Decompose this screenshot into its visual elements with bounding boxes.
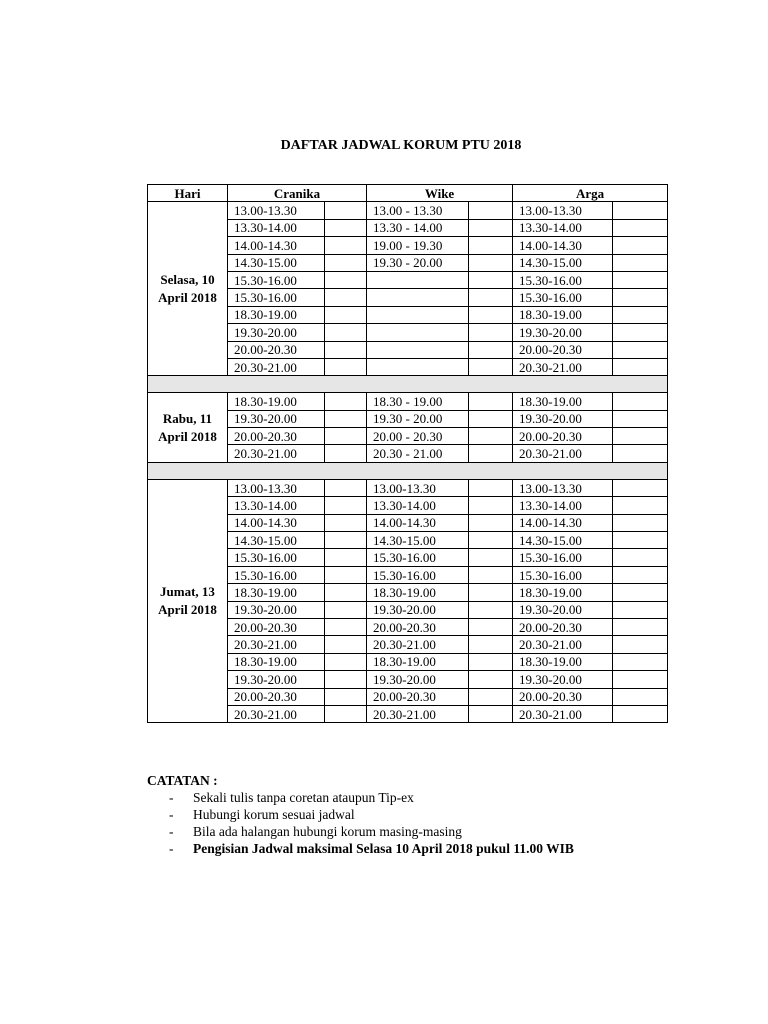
- time-arga: 20.00-20.30: [513, 428, 613, 445]
- time-cranika: 13.30-14.00: [228, 219, 325, 236]
- fill-in-wike[interactable]: [469, 254, 513, 271]
- time-arga: 13.30-14.00: [513, 219, 613, 236]
- time-wike: 19.30-20.00: [367, 601, 469, 618]
- time-arga: 20.00-20.30: [513, 341, 613, 358]
- fill-in-arga[interactable]: [613, 705, 668, 722]
- fill-in-wike[interactable]: [469, 202, 513, 219]
- fill-in-arga[interactable]: [613, 289, 668, 306]
- notes-section: [147, 772, 707, 857]
- fill-in-arga[interactable]: [613, 618, 668, 635]
- time-wike: 20.00-20.30: [367, 688, 469, 705]
- time-cranika: 13.00-13.30: [228, 202, 325, 219]
- time-cranika: 20.30-21.00: [228, 445, 325, 462]
- time-wike: 14.30-15.00: [367, 532, 469, 549]
- fill-in-cranika[interactable]: [325, 618, 367, 635]
- fill-in-arga[interactable]: [613, 324, 668, 341]
- fill-in-wike[interactable]: [469, 479, 513, 496]
- time-wike: 19.30 - 20.00: [367, 254, 469, 271]
- time-arga: 18.30-19.00: [513, 393, 613, 410]
- fill-in-arga[interactable]: [613, 271, 668, 288]
- fill-in-wike[interactable]: [469, 636, 513, 653]
- fill-in-arga[interactable]: [613, 566, 668, 583]
- fill-in-wike[interactable]: [469, 566, 513, 583]
- fill-in-wike[interactable]: [469, 306, 513, 323]
- time-arga: 20.30-21.00: [513, 358, 613, 375]
- fill-in-arga[interactable]: [613, 202, 668, 219]
- note-bullet: -: [169, 841, 174, 856]
- fill-in-cranika[interactable]: [325, 549, 367, 566]
- time-cranika: 13.30-14.00: [228, 497, 325, 514]
- fill-in-wike[interactable]: [469, 428, 513, 445]
- table-row: [148, 479, 668, 496]
- note-text: Sekali tulis tanpa coretan ataupun Tip-ex: [193, 790, 414, 805]
- header-wike: Wike: [367, 185, 513, 202]
- fill-in-cranika[interactable]: [325, 636, 367, 653]
- fill-in-cranika[interactable]: [325, 428, 367, 445]
- time-wike: [367, 271, 469, 288]
- notes-title: CATATAN :: [147, 773, 218, 788]
- table-row: [148, 202, 668, 219]
- day-cell: Rabu, 11 April 2018: [148, 393, 228, 463]
- fill-in-wike[interactable]: [469, 549, 513, 566]
- time-wike: [367, 306, 469, 323]
- fill-in-arga[interactable]: [613, 219, 668, 236]
- day-separator: [148, 462, 668, 479]
- time-wike: 18.30-19.00: [367, 653, 469, 670]
- fill-in-wike[interactable]: [469, 671, 513, 688]
- time-arga: 19.30-20.00: [513, 410, 613, 427]
- day-cell: Jumat, 13 April 2018: [148, 479, 228, 722]
- fill-in-cranika[interactable]: [325, 601, 367, 618]
- fill-in-cranika[interactable]: [325, 237, 367, 254]
- fill-in-wike[interactable]: [469, 584, 513, 601]
- time-cranika: 19.30-20.00: [228, 601, 325, 618]
- time-cranika: 18.30-19.00: [228, 393, 325, 410]
- fill-in-arga[interactable]: [613, 671, 668, 688]
- fill-in-cranika[interactable]: [325, 688, 367, 705]
- time-wike: 15.30-16.00: [367, 566, 469, 583]
- document-title: DAFTAR JADWAL KORUM PTU 2018: [280, 138, 522, 153]
- fill-in-arga[interactable]: [613, 358, 668, 375]
- fill-in-arga[interactable]: [613, 410, 668, 427]
- schedule-table: [147, 184, 668, 723]
- fill-in-cranika[interactable]: [325, 393, 367, 410]
- time-arga: 13.30-14.00: [513, 497, 613, 514]
- note-text: Hubungi korum sesuai jadwal: [193, 807, 355, 822]
- fill-in-arga[interactable]: [613, 306, 668, 323]
- fill-in-cranika[interactable]: [325, 653, 367, 670]
- time-cranika: 15.30-16.00: [228, 289, 325, 306]
- table-row: [148, 393, 668, 410]
- note-text-deadline: Pengisian Jadwal maksimal Selasa 10 April 2018 pukul 11.00 WIB: [193, 841, 574, 856]
- fill-in-cranika[interactable]: [325, 341, 367, 358]
- time-wike: 19.30 - 20.00: [367, 410, 469, 427]
- header-arga: Arga: [513, 185, 668, 202]
- time-arga: 14.30-15.00: [513, 532, 613, 549]
- fill-in-wike[interactable]: [469, 410, 513, 427]
- fill-in-cranika[interactable]: [325, 532, 367, 549]
- time-wike: 19.00 - 19.30: [367, 237, 469, 254]
- fill-in-cranika[interactable]: [325, 479, 367, 496]
- time-arga: 15.30-16.00: [513, 289, 613, 306]
- day-cell: Selasa, 10 April 2018: [148, 202, 228, 376]
- fill-in-cranika[interactable]: [325, 514, 367, 531]
- time-wike: 20.30-21.00: [367, 705, 469, 722]
- time-cranika: 15.30-16.00: [228, 566, 325, 583]
- time-cranika: 20.30-21.00: [228, 636, 325, 653]
- fill-in-cranika[interactable]: [325, 671, 367, 688]
- time-cranika: 13.00-13.30: [228, 479, 325, 496]
- schedule-body: [148, 202, 668, 723]
- fill-in-wike[interactable]: [469, 445, 513, 462]
- time-cranika: 20.30-21.00: [228, 705, 325, 722]
- time-wike: 18.30-19.00: [367, 584, 469, 601]
- fill-in-arga[interactable]: [613, 428, 668, 445]
- fill-in-cranika[interactable]: [325, 324, 367, 341]
- time-arga: 20.00-20.30: [513, 688, 613, 705]
- fill-in-wike[interactable]: [469, 324, 513, 341]
- fill-in-wike[interactable]: [469, 514, 513, 531]
- time-wike: 14.00-14.30: [367, 514, 469, 531]
- note-bullet: -: [169, 807, 174, 822]
- fill-in-arga[interactable]: [613, 479, 668, 496]
- time-wike: 13.00-13.30: [367, 479, 469, 496]
- header-hari: Hari: [148, 185, 228, 202]
- time-arga: 19.30-20.00: [513, 324, 613, 341]
- header-cranika: Cranika: [228, 185, 367, 202]
- time-wike: 13.00 - 13.30: [367, 202, 469, 219]
- time-wike: 19.30-20.00: [367, 671, 469, 688]
- time-arga: 20.30-21.00: [513, 445, 613, 462]
- fill-in-wike[interactable]: [469, 601, 513, 618]
- fill-in-wike[interactable]: [469, 497, 513, 514]
- time-cranika: 15.30-16.00: [228, 549, 325, 566]
- fill-in-wike[interactable]: [469, 237, 513, 254]
- time-arga: 19.30-20.00: [513, 671, 613, 688]
- time-cranika: 20.00-20.30: [228, 618, 325, 635]
- fill-in-cranika[interactable]: [325, 219, 367, 236]
- note-item: [147, 789, 707, 806]
- separator-cell: [148, 462, 668, 479]
- time-arga: 18.30-19.00: [513, 584, 613, 601]
- note-item-deadline: [147, 840, 707, 857]
- time-wike: 20.00-20.30: [367, 618, 469, 635]
- fill-in-arga[interactable]: [613, 254, 668, 271]
- fill-in-arga[interactable]: [613, 445, 668, 462]
- note-item: [147, 823, 707, 840]
- time-arga: 18.30-19.00: [513, 653, 613, 670]
- note-item: [147, 806, 707, 823]
- time-cranika: 19.30-20.00: [228, 410, 325, 427]
- time-cranika: 20.00-20.30: [228, 428, 325, 445]
- time-arga: 14.00-14.30: [513, 514, 613, 531]
- time-arga: 14.00-14.30: [513, 237, 613, 254]
- time-cranika: 14.30-15.00: [228, 254, 325, 271]
- time-wike: [367, 358, 469, 375]
- fill-in-cranika[interactable]: [325, 445, 367, 462]
- fill-in-cranika[interactable]: [325, 271, 367, 288]
- time-arga: 13.00-13.30: [513, 479, 613, 496]
- time-cranika: 18.30-19.00: [228, 653, 325, 670]
- header-row: [148, 185, 668, 202]
- fill-in-arga[interactable]: [613, 532, 668, 549]
- separator-cell: [148, 376, 668, 393]
- time-wike: [367, 341, 469, 358]
- time-cranika: 14.30-15.00: [228, 532, 325, 549]
- fill-in-arga[interactable]: [613, 514, 668, 531]
- time-cranika: 14.00-14.30: [228, 237, 325, 254]
- fill-in-arga[interactable]: [613, 393, 668, 410]
- fill-in-arga[interactable]: [613, 584, 668, 601]
- fill-in-cranika[interactable]: [325, 306, 367, 323]
- time-arga: 15.30-16.00: [513, 271, 613, 288]
- fill-in-arga[interactable]: [613, 653, 668, 670]
- fill-in-wike[interactable]: [469, 653, 513, 670]
- time-wike: 15.30-16.00: [367, 549, 469, 566]
- fill-in-cranika[interactable]: [325, 358, 367, 375]
- fill-in-wike[interactable]: [469, 271, 513, 288]
- time-cranika: 14.00-14.30: [228, 514, 325, 531]
- fill-in-cranika[interactable]: [325, 254, 367, 271]
- day-separator: [148, 376, 668, 393]
- fill-in-wike[interactable]: [469, 688, 513, 705]
- time-wike: 20.30 - 21.00: [367, 445, 469, 462]
- time-wike: 20.00 - 20.30: [367, 428, 469, 445]
- fill-in-cranika[interactable]: [325, 566, 367, 583]
- time-wike: [367, 289, 469, 306]
- fill-in-arga[interactable]: [613, 341, 668, 358]
- fill-in-cranika[interactable]: [325, 202, 367, 219]
- note-text: Bila ada halangan hubungi korum masing-masing: [193, 824, 462, 839]
- fill-in-cranika[interactable]: [325, 289, 367, 306]
- fill-in-cranika[interactable]: [325, 584, 367, 601]
- time-wike: 20.30-21.00: [367, 636, 469, 653]
- time-arga: 20.00-20.30: [513, 618, 613, 635]
- time-cranika: 18.30-19.00: [228, 584, 325, 601]
- time-cranika: 15.30-16.00: [228, 271, 325, 288]
- time-arga: 20.30-21.00: [513, 636, 613, 653]
- fill-in-wike[interactable]: [469, 532, 513, 549]
- time-cranika: 18.30-19.00: [228, 306, 325, 323]
- notes-list: [147, 789, 707, 857]
- time-cranika: 19.30-20.00: [228, 671, 325, 688]
- time-wike: 13.30-14.00: [367, 497, 469, 514]
- time-cranika: 20.00-20.30: [228, 341, 325, 358]
- fill-in-wike[interactable]: [469, 705, 513, 722]
- fill-in-cranika[interactable]: [325, 410, 367, 427]
- fill-in-wike[interactable]: [469, 289, 513, 306]
- time-arga: 20.30-21.00: [513, 705, 613, 722]
- time-cranika: 20.30-21.00: [228, 358, 325, 375]
- fill-in-arga[interactable]: [613, 636, 668, 653]
- time-arga: 19.30-20.00: [513, 601, 613, 618]
- fill-in-arga[interactable]: [613, 549, 668, 566]
- fill-in-wike[interactable]: [469, 341, 513, 358]
- fill-in-wike[interactable]: [469, 618, 513, 635]
- time-cranika: 19.30-20.00: [228, 324, 325, 341]
- time-arga: 14.30-15.00: [513, 254, 613, 271]
- note-bullet: -: [169, 824, 174, 839]
- time-wike: 18.30 - 19.00: [367, 393, 469, 410]
- note-bullet: -: [169, 790, 174, 805]
- fill-in-arga[interactable]: [613, 601, 668, 618]
- fill-in-wike[interactable]: [469, 358, 513, 375]
- fill-in-wike[interactable]: [469, 219, 513, 236]
- time-arga: 15.30-16.00: [513, 549, 613, 566]
- time-arga: 18.30-19.00: [513, 306, 613, 323]
- fill-in-arga[interactable]: [613, 497, 668, 514]
- fill-in-arga[interactable]: [613, 237, 668, 254]
- time-arga: 13.00-13.30: [513, 202, 613, 219]
- fill-in-cranika[interactable]: [325, 705, 367, 722]
- fill-in-wike[interactable]: [469, 393, 513, 410]
- time-cranika: 20.00-20.30: [228, 688, 325, 705]
- time-wike: 13.30 - 14.00: [367, 219, 469, 236]
- fill-in-cranika[interactable]: [325, 497, 367, 514]
- time-arga: 15.30-16.00: [513, 566, 613, 583]
- fill-in-arga[interactable]: [613, 688, 668, 705]
- time-wike: [367, 324, 469, 341]
